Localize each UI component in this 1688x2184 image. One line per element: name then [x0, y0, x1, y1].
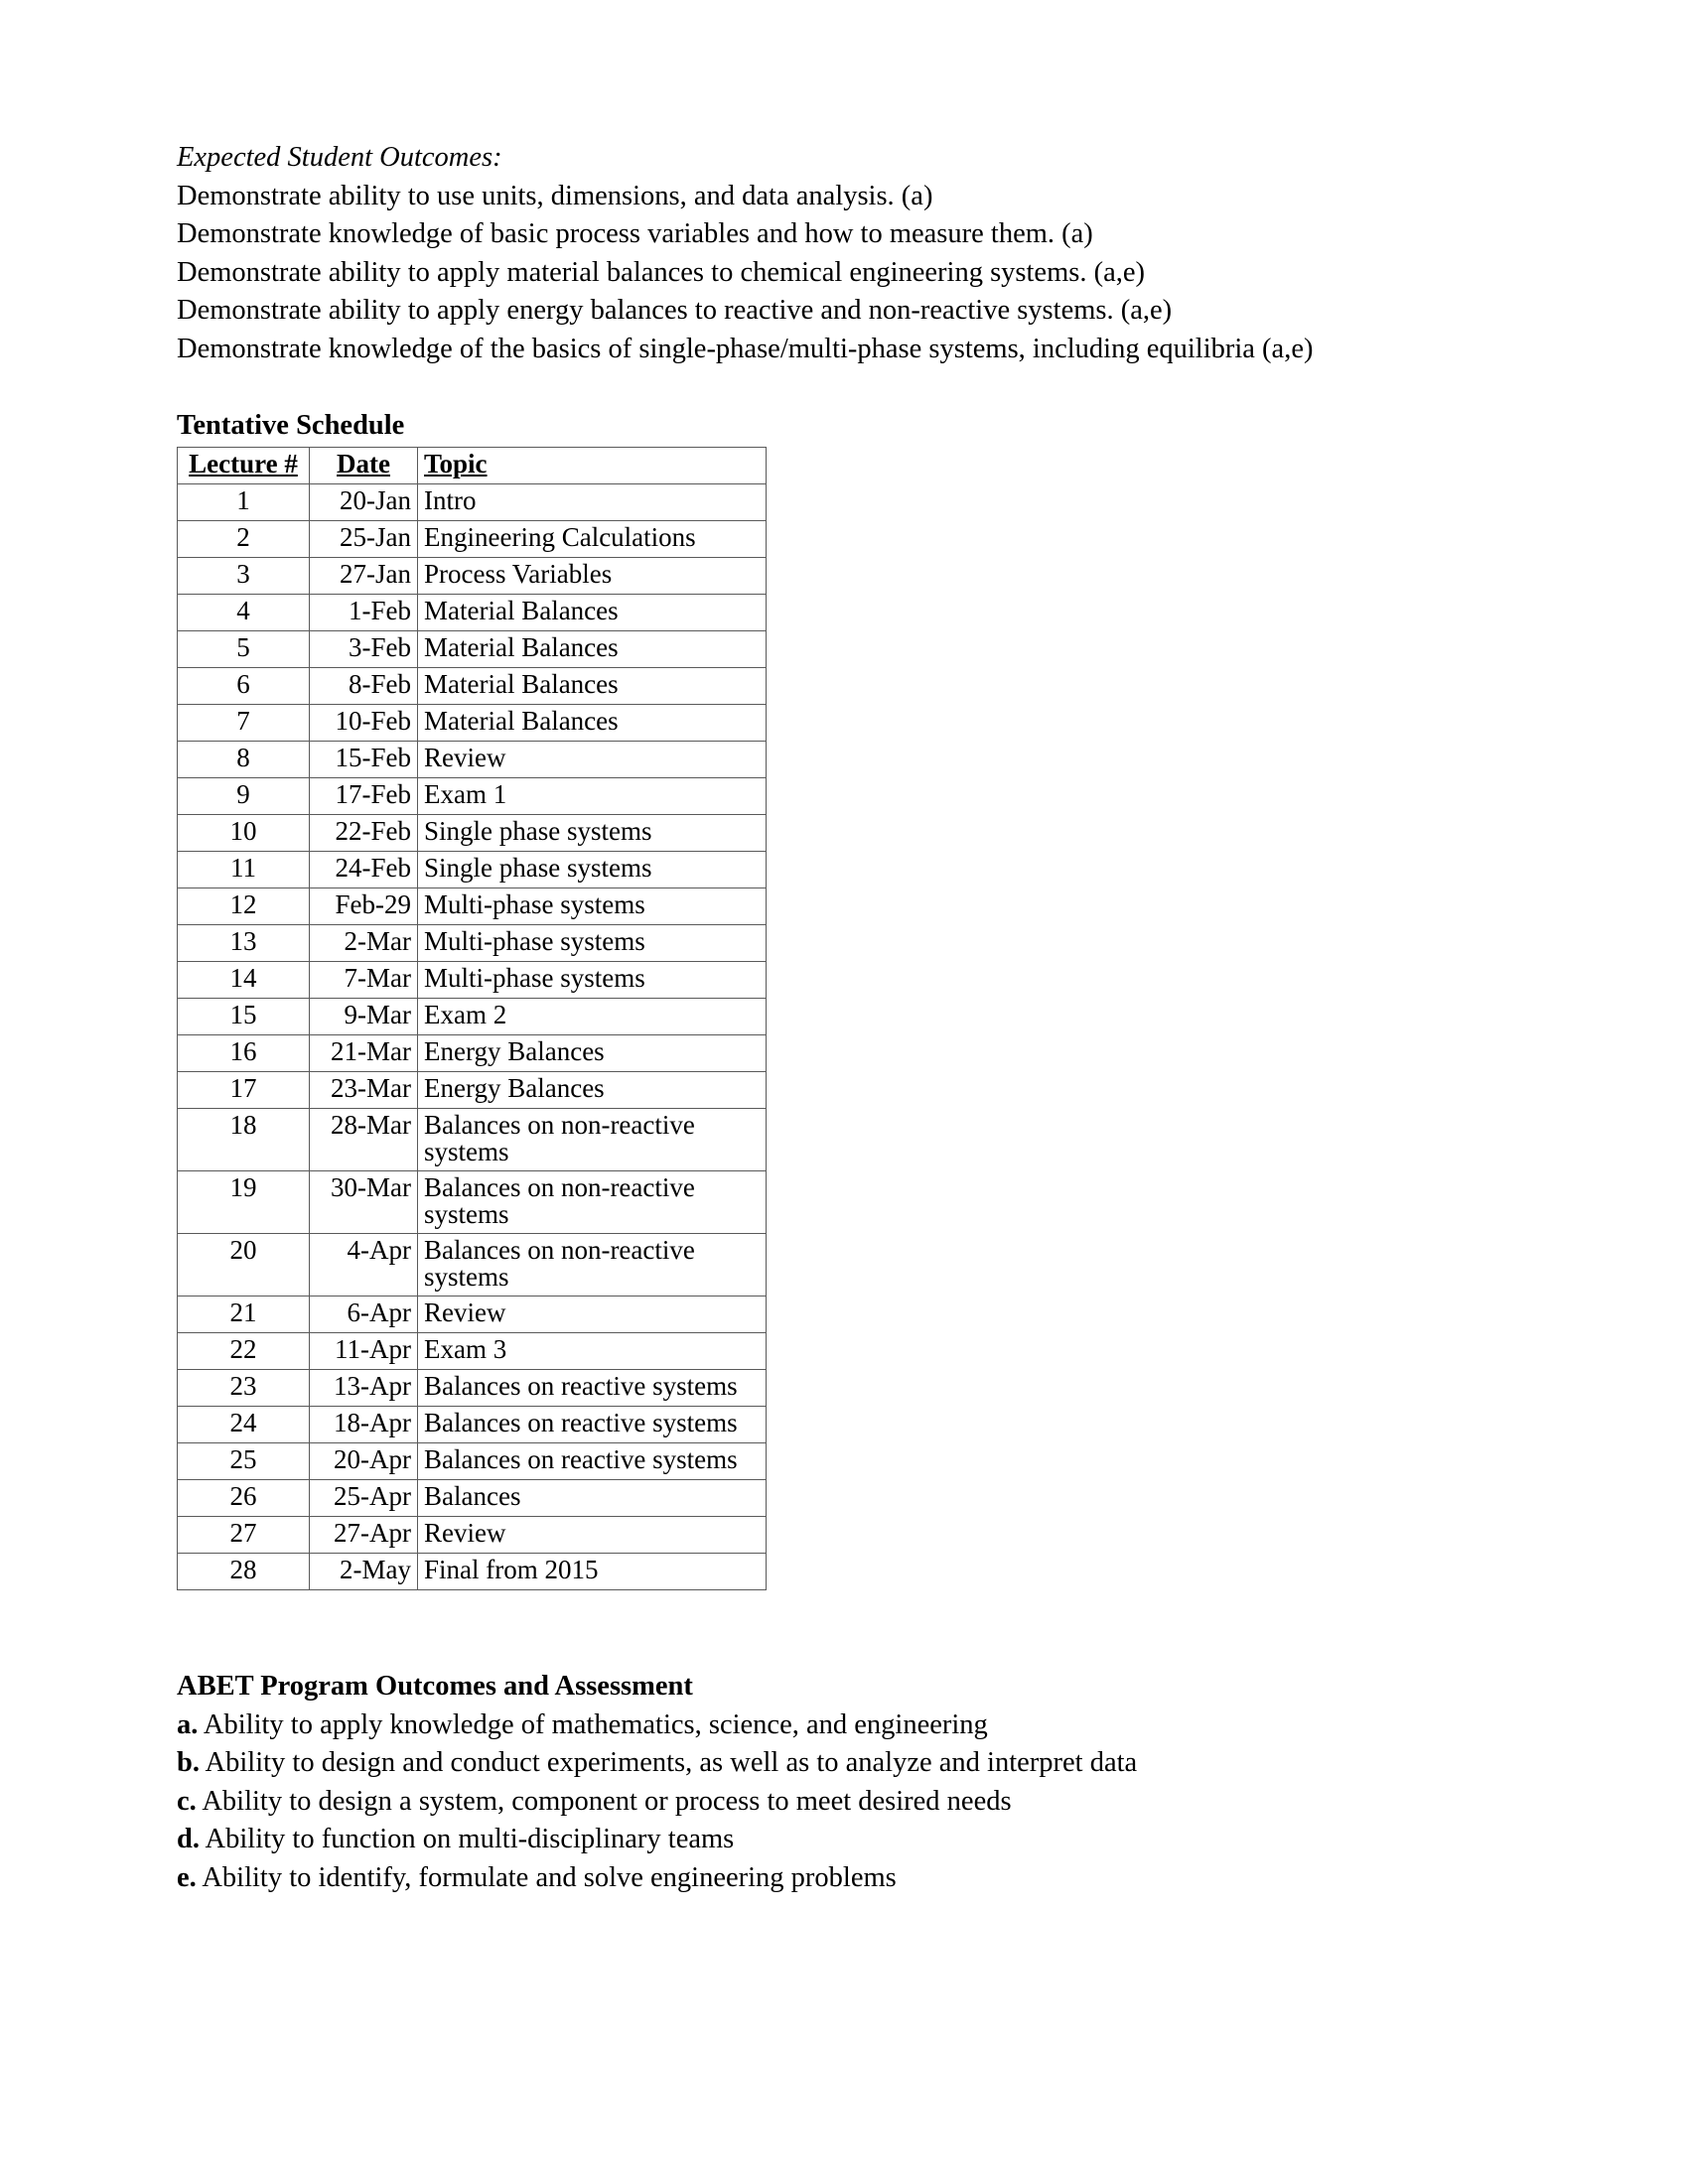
- cell-lecture-number: 11: [178, 852, 310, 888]
- cell-topic: Final from 2015: [418, 1554, 767, 1590]
- table-row: [178, 558, 767, 595]
- column-header-date: [310, 448, 418, 484]
- abet-list-item: [177, 1859, 1507, 1898]
- table-row: [178, 1297, 767, 1333]
- cell-topic: Material Balances: [418, 631, 767, 668]
- tentative-schedule-heading: Tentative Schedule: [177, 410, 405, 441]
- table-row: [178, 778, 767, 815]
- schedule-table: [177, 447, 767, 1590]
- cell-date: 6-Apr: [310, 1297, 418, 1333]
- table-row: [178, 1072, 767, 1109]
- cell-topic: Single phase systems: [418, 852, 767, 888]
- column-header-topic-label: Topic: [424, 449, 488, 478]
- cell-date: 25-Jan: [310, 521, 418, 558]
- abet-item-text: Ability to design and conduct experiments, as well as to analyze and interpret data: [199, 1747, 1138, 1778]
- abet-item-letter: e.: [177, 1861, 197, 1893]
- cell-topic: Material Balances: [418, 705, 767, 742]
- cell-lecture-number: 26: [178, 1480, 310, 1517]
- cell-topic: Energy Balances: [418, 1035, 767, 1072]
- column-header-lecture-number-label: Lecture #: [189, 449, 298, 478]
- cell-lecture-number: 10: [178, 815, 310, 852]
- cell-lecture-number: 16: [178, 1035, 310, 1072]
- cell-date: 7-Mar: [310, 962, 418, 999]
- cell-lecture-number: 19: [178, 1171, 310, 1234]
- cell-date: Feb-29: [310, 888, 418, 925]
- abet-list-item: [177, 1783, 1507, 1822]
- cell-lecture-number: 12: [178, 888, 310, 925]
- abet-list-item: [177, 1821, 1507, 1859]
- cell-date: 10-Feb: [310, 705, 418, 742]
- cell-lecture-number: 15: [178, 999, 310, 1035]
- cell-topic: Balances on non-reactive systems: [418, 1171, 767, 1234]
- cell-topic: Exam 2: [418, 999, 767, 1035]
- cell-topic: Review: [418, 742, 767, 778]
- table-row: [178, 1171, 767, 1234]
- cell-date: 24-Feb: [310, 852, 418, 888]
- cell-topic: Balances: [418, 1480, 767, 1517]
- expected-student-outcomes-section: [177, 139, 1507, 368]
- cell-date: 20-Apr: [310, 1443, 418, 1480]
- column-header-date-label: Date: [337, 449, 390, 478]
- cell-lecture-number: 3: [178, 558, 310, 595]
- abet-list-item: [177, 1744, 1507, 1783]
- table-row: [178, 595, 767, 631]
- cell-date: 21-Mar: [310, 1035, 418, 1072]
- cell-topic: Balances on non-reactive systems: [418, 1234, 767, 1297]
- cell-topic: Single phase systems: [418, 815, 767, 852]
- table-row: [178, 1234, 767, 1297]
- outcome-line: Demonstrate knowledge of basic process variables and how to measure them. (a): [177, 218, 1093, 249]
- cell-lecture-number: 24: [178, 1407, 310, 1443]
- expected-student-outcomes-heading: Expected Student Outcomes:: [177, 142, 502, 173]
- outcome-line: Demonstrate knowledge of the basics of single-phase/multi-phase systems, including equilibria (a,e): [177, 333, 1314, 364]
- table-row: [178, 742, 767, 778]
- abet-item-letter: d.: [177, 1824, 200, 1854]
- table-row: [178, 484, 767, 521]
- cell-topic: Engineering Calculations: [418, 521, 767, 558]
- cell-lecture-number: 4: [178, 595, 310, 631]
- cell-lecture-number: 22: [178, 1333, 310, 1370]
- abet-item-text: Ability to apply knowledge of mathematics, science, and engineering: [198, 1708, 988, 1740]
- table-row: [178, 852, 767, 888]
- outcome-line: Demonstrate ability to apply material balances to chemical engineering systems. (a,e): [177, 256, 1145, 288]
- cell-lecture-number: 18: [178, 1109, 310, 1171]
- table-row: [178, 1407, 767, 1443]
- table-row: [178, 815, 767, 852]
- cell-date: 23-Mar: [310, 1072, 418, 1109]
- cell-date: 20-Jan: [310, 484, 418, 521]
- cell-date: 27-Apr: [310, 1517, 418, 1554]
- table-row: [178, 1333, 767, 1370]
- cell-lecture-number: 1: [178, 484, 310, 521]
- abet-list-item: [177, 1706, 1507, 1745]
- table-row: [178, 925, 767, 962]
- cell-date: 18-Apr: [310, 1407, 418, 1443]
- table-row: [178, 962, 767, 999]
- cell-topic: Review: [418, 1297, 767, 1333]
- cell-topic: Balances on non-reactive systems: [418, 1109, 767, 1171]
- cell-lecture-number: 25: [178, 1443, 310, 1480]
- cell-topic: Energy Balances: [418, 1072, 767, 1109]
- table-row: [178, 631, 767, 668]
- cell-topic: Exam 3: [418, 1333, 767, 1370]
- cell-lecture-number: 27: [178, 1517, 310, 1554]
- cell-date: 27-Jan: [310, 558, 418, 595]
- cell-date: 17-Feb: [310, 778, 418, 815]
- cell-lecture-number: 9: [178, 778, 310, 815]
- cell-date: 22-Feb: [310, 815, 418, 852]
- cell-topic: Material Balances: [418, 595, 767, 631]
- abet-item-text: Ability to design a system, component or process to meet desired needs: [196, 1785, 1012, 1817]
- table-row: [178, 1554, 767, 1590]
- cell-date: 9-Mar: [310, 999, 418, 1035]
- cell-lecture-number: 2: [178, 521, 310, 558]
- table-row: [178, 521, 767, 558]
- outcome-line: Demonstrate ability to use units, dimensions, and data analysis. (a): [177, 180, 933, 211]
- table-row: [178, 1035, 767, 1072]
- schedule-table-header: [178, 448, 767, 484]
- cell-lecture-number: 7: [178, 705, 310, 742]
- abet-heading: ABET Program Outcomes and Assessment: [177, 1671, 693, 1702]
- abet-item-text: Ability to identify, formulate and solve engineering problems: [196, 1861, 897, 1893]
- cell-topic: Multi-phase systems: [418, 925, 767, 962]
- abet-list: [177, 1706, 1507, 1898]
- cell-lecture-number: 8: [178, 742, 310, 778]
- table-row: [178, 705, 767, 742]
- abet-item-letter: c.: [177, 1785, 197, 1817]
- schedule-table-body: [178, 484, 767, 1590]
- cell-topic: Review: [418, 1517, 767, 1554]
- cell-date: 15-Feb: [310, 742, 418, 778]
- cell-date: 4-Apr: [310, 1234, 418, 1297]
- cell-topic: Material Balances: [418, 668, 767, 705]
- cell-date: 2-May: [310, 1554, 418, 1590]
- cell-date: 11-Apr: [310, 1333, 418, 1370]
- cell-date: 1-Feb: [310, 595, 418, 631]
- cell-date: 25-Apr: [310, 1480, 418, 1517]
- table-row: [178, 1109, 767, 1171]
- cell-lecture-number: 28: [178, 1554, 310, 1590]
- cell-date: 28-Mar: [310, 1109, 418, 1171]
- table-row: [178, 668, 767, 705]
- abet-item-letter: b.: [177, 1747, 200, 1778]
- table-row: [178, 1517, 767, 1554]
- cell-topic: Exam 1: [418, 778, 767, 815]
- cell-lecture-number: 23: [178, 1370, 310, 1407]
- table-row: [178, 1443, 767, 1480]
- cell-date: 13-Apr: [310, 1370, 418, 1407]
- abet-item-text: Ability to function on multi-disciplinary teams: [199, 1824, 735, 1854]
- cell-date: 8-Feb: [310, 668, 418, 705]
- column-header-topic: [418, 448, 767, 484]
- column-header-lecture-number: [178, 448, 310, 484]
- table-row: [178, 999, 767, 1035]
- cell-topic: Intro: [418, 484, 767, 521]
- cell-lecture-number: 5: [178, 631, 310, 668]
- cell-lecture-number: 17: [178, 1072, 310, 1109]
- cell-topic: Balances on reactive systems: [418, 1370, 767, 1407]
- tentative-schedule-section: [177, 409, 1507, 1590]
- cell-date: 3-Feb: [310, 631, 418, 668]
- cell-topic: Process Variables: [418, 558, 767, 595]
- table-header-row: [178, 448, 767, 484]
- cell-topic: Multi-phase systems: [418, 962, 767, 999]
- page-content: [177, 139, 1507, 1897]
- abet-outcomes-section: [177, 1668, 1507, 1897]
- cell-topic: Multi-phase systems: [418, 888, 767, 925]
- cell-date: 30-Mar: [310, 1171, 418, 1234]
- cell-date: 2-Mar: [310, 925, 418, 962]
- cell-lecture-number: 21: [178, 1297, 310, 1333]
- cell-lecture-number: 6: [178, 668, 310, 705]
- outcome-line: Demonstrate ability to apply energy balances to reactive and non-reactive systems. (a,e): [177, 295, 1173, 326]
- abet-item-letter: a.: [177, 1708, 199, 1740]
- table-row: [178, 1370, 767, 1407]
- cell-lecture-number: 20: [178, 1234, 310, 1297]
- table-row: [178, 1480, 767, 1517]
- cell-topic: Balances on reactive systems: [418, 1443, 767, 1480]
- table-row: [178, 888, 767, 925]
- cell-lecture-number: 13: [178, 925, 310, 962]
- cell-topic: Balances on reactive systems: [418, 1407, 767, 1443]
- cell-lecture-number: 14: [178, 962, 310, 999]
